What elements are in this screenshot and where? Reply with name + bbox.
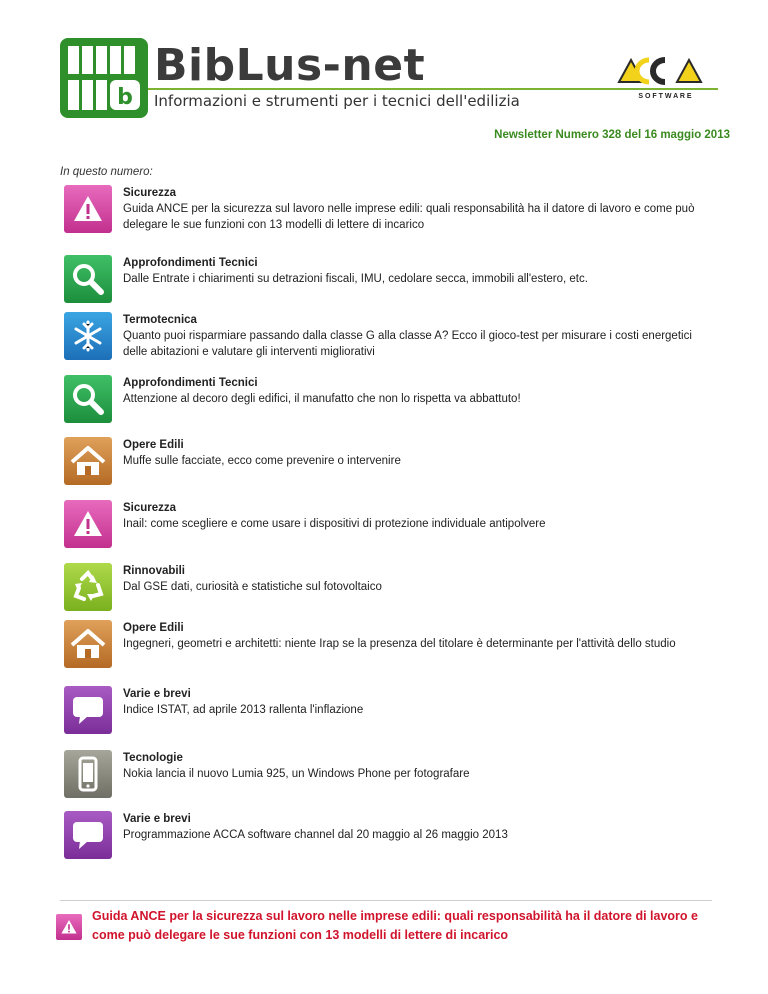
item-category: Opere Edili	[123, 622, 184, 634]
item-link[interactable]: Guida ANCE per la sicurezza sul lavoro nelle imprese edili: quali responsabilità ha il datore di lavoro e come può delegare le sue funzioni con 13 modelli di lettere di incarico	[123, 203, 695, 231]
item-link[interactable]: Muffe sulle facciate, ecco come prevenire o intervenire	[123, 455, 401, 467]
item-category: Termotecnica	[123, 314, 197, 326]
item-link[interactable]: Dal GSE dati, curiosità e statistiche sul fotovoltaico	[123, 581, 382, 593]
warning-icon	[64, 500, 112, 548]
recycle-icon	[64, 563, 112, 611]
warning-icon	[56, 914, 82, 940]
item-category: Sicurezza	[123, 187, 177, 199]
item-category: Varie e brevi	[123, 813, 191, 825]
magnifier-icon	[64, 255, 112, 303]
item-link[interactable]: Inail: come scegliere e come usare i dispositivi di protezione individuale antipolvere	[123, 518, 546, 530]
speech-bubble-icon	[64, 811, 112, 859]
newsletter-issue: Newsletter Numero 328 del 16 maggio 2013	[494, 129, 730, 141]
svg-text:b: b	[117, 85, 133, 110]
svg-text:S O F T W A R E: S O F T W A R E	[638, 93, 692, 100]
section-divider	[60, 900, 712, 901]
item-link[interactable]: Indice ISTAT, ad aprile 2013 rallenta l'inflazione	[123, 704, 364, 716]
item-category: Varie e brevi	[123, 688, 191, 700]
item-link[interactable]: Attenzione al decoro degli edifici, il manufatto che non lo rispetta va abbattuto!	[123, 393, 521, 405]
warning-icon	[64, 185, 112, 233]
speech-bubble-icon	[64, 686, 112, 734]
house-icon	[64, 620, 112, 668]
smartphone-icon	[64, 750, 112, 798]
tagline: Informazioni e strumenti per i tecnici dell'edilizia	[154, 92, 520, 110]
item-link[interactable]: Dalle Entrate i chiarimenti su detrazioni fiscali, IMU, cedolare secca, immobili all'estero, etc.	[123, 273, 588, 285]
acca-software-logo-icon	[615, 54, 715, 104]
item-category: Sicurezza	[123, 502, 177, 514]
masthead	[60, 38, 720, 118]
item-category: Approfondimenti Tecnici	[123, 257, 258, 269]
item-link[interactable]: Programmazione ACCA software channel dal 20 maggio al 26 maggio 2013	[123, 829, 508, 841]
item-link[interactable]: Quanto puoi risparmiare passando dalla classe G alla classe A? Ecco il gioco-test per misurare i costi energetici delle abitazioni e valutare gli interventi migliorativi	[123, 330, 692, 358]
item-link[interactable]: Nokia lancia il nuovo Lumia 925, un Windows Phone per fotografare	[123, 768, 470, 780]
item-category: Approfondimenti Tecnici	[123, 377, 258, 389]
item-category: Opere Edili	[123, 439, 184, 451]
intro-label: In questo numero:	[60, 166, 153, 178]
brand-name: BibLus-net	[154, 40, 426, 91]
magnifier-icon	[64, 375, 112, 423]
biblus-logo-icon	[60, 38, 148, 118]
item-link[interactable]: Ingegneri, geometri e architetti: niente Irap se la presenza del titolare è determinante per l'attività dello studio	[123, 638, 676, 650]
item-category: Rinnovabili	[123, 565, 185, 577]
house-icon	[64, 437, 112, 485]
item-category: Tecnologie	[123, 752, 183, 764]
snowflake-icon	[64, 312, 112, 360]
article-title[interactable]: Guida ANCE per la sicurezza sul lavoro nelle imprese edili: quali responsabilità ha il datore di lavoro e come può delegare le sue funzioni con 13 modelli di lettere di incarico	[92, 909, 698, 942]
